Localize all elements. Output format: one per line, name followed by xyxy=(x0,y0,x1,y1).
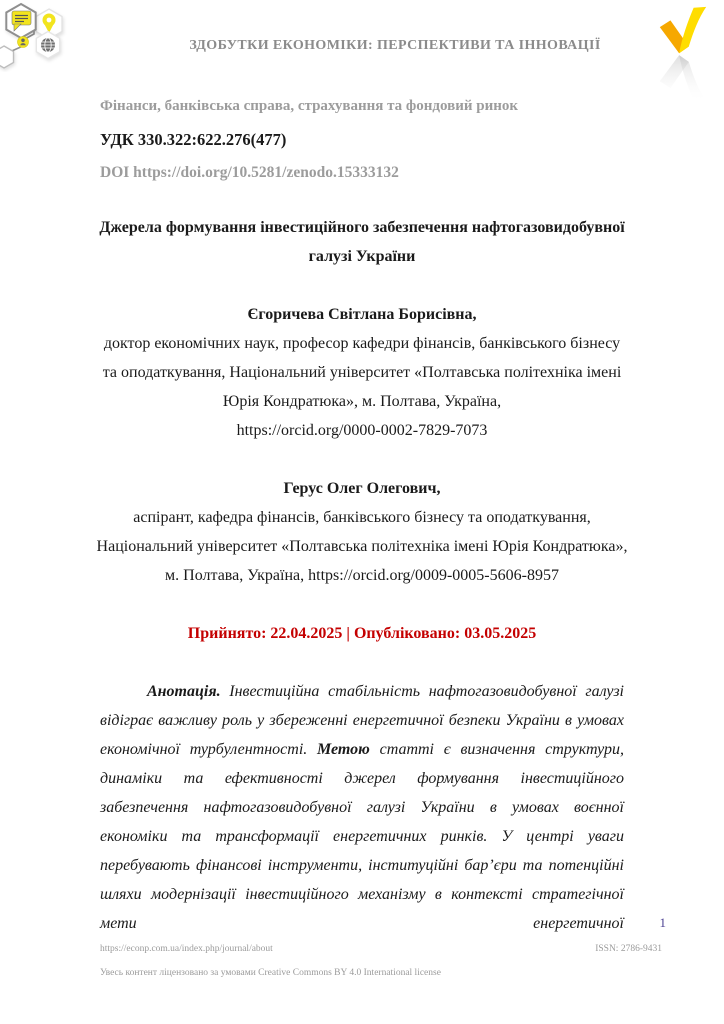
publisher-logo xyxy=(654,4,712,116)
abstract-text: Інвестиційна стабільність нафтогазовидобувної галузі відіграє важливу роль у збереженні енергетичної безпеки України в умовах економічної турбулентності. xyxy=(100,683,624,758)
author2-name: Герус Олег Олегович, xyxy=(283,480,441,497)
abstract-goal-label: Метою xyxy=(317,741,370,758)
doi-link: DOI https://doi.org/10.5281/zenodo.15333132 xyxy=(100,164,399,181)
author2-affiliation-line: Національний університет «Полтавська політехніка імені Юрія Кондратюка», xyxy=(96,538,628,555)
page-number: 1 xyxy=(659,915,666,930)
article-title xyxy=(100,213,624,271)
journal-running-head: ЗДОБУТКИ ЕКОНОМІКИ: ПЕРСПЕКТИВИ ТА ІННОВАЦІЇ xyxy=(189,38,601,53)
author1-orcid-link: https://orcid.org/0000-0002-7829-7073 xyxy=(236,422,488,439)
hexagon-network-logo-icon xyxy=(0,0,72,72)
accepted-published-dates: Прийнято: 22.04.2025 | Опубліковано: 03.05.2025 xyxy=(187,625,537,642)
journal-url: https://econp.com.ua/index.php/journal/about xyxy=(100,944,273,954)
yellow-checkmark-ribbon-icon xyxy=(654,4,712,116)
author1-name: Єгоричева Світлана Борисівна, xyxy=(247,306,477,323)
author2-affiliation-line: м. Полтава, Україна, https://orcid.org/0009-0005-5606-8957 xyxy=(165,567,559,584)
abstract-label: Анотація. xyxy=(147,683,221,700)
author1-block xyxy=(100,300,624,445)
author1-affiliation-line: доктор економічних наук, професор кафедри фінансів, банківського бізнесу xyxy=(103,335,621,352)
license-note: Увесь контент ліцензовано за умовами Creative Commons BY 4.0 International license xyxy=(100,968,441,978)
author1-affiliation-line: Юрія Кондратюка», м. Полтава, Україна, xyxy=(222,393,502,410)
author2-affiliation-line: аспірант, кафедра фінансів, банківського бізнесу та оподаткування, xyxy=(133,509,591,526)
journal-logo xyxy=(0,0,72,72)
article-title-line: Джерела формування інвестиційного забезпечення нафтогазовидобувної xyxy=(99,219,625,236)
article-title-line: галузі України xyxy=(308,248,416,265)
author1-affiliation-line: та оподаткування, Національний університет «Полтавська політехніка імені xyxy=(102,364,622,381)
author2-block xyxy=(96,474,628,590)
abstract-text: статті є визначення структури, динаміки та ефективності джерел формування інвестиційного забезпечення нафтогазовидобувної галузі України в умовах воєнної економіки та трансформації енергетичних ринків. У центрі уваги перебувають фінансові інструменти, інституційні бар’єри та потенційні шляхи модернізації інвестиційного механізму в контексті стратегічної мети енергетичної xyxy=(100,741,625,932)
page-footer xyxy=(100,944,662,978)
article-body xyxy=(96,213,628,938)
udc-code: УДК 330.322:622.276(477) xyxy=(100,130,287,149)
issn-label: ISSN: 2786-9431 xyxy=(595,944,662,954)
abstract-paragraph xyxy=(100,677,624,938)
section-label: Фінанси, банківська справа, страхування та фондовий ринок xyxy=(100,98,519,114)
article-meta xyxy=(100,90,660,189)
